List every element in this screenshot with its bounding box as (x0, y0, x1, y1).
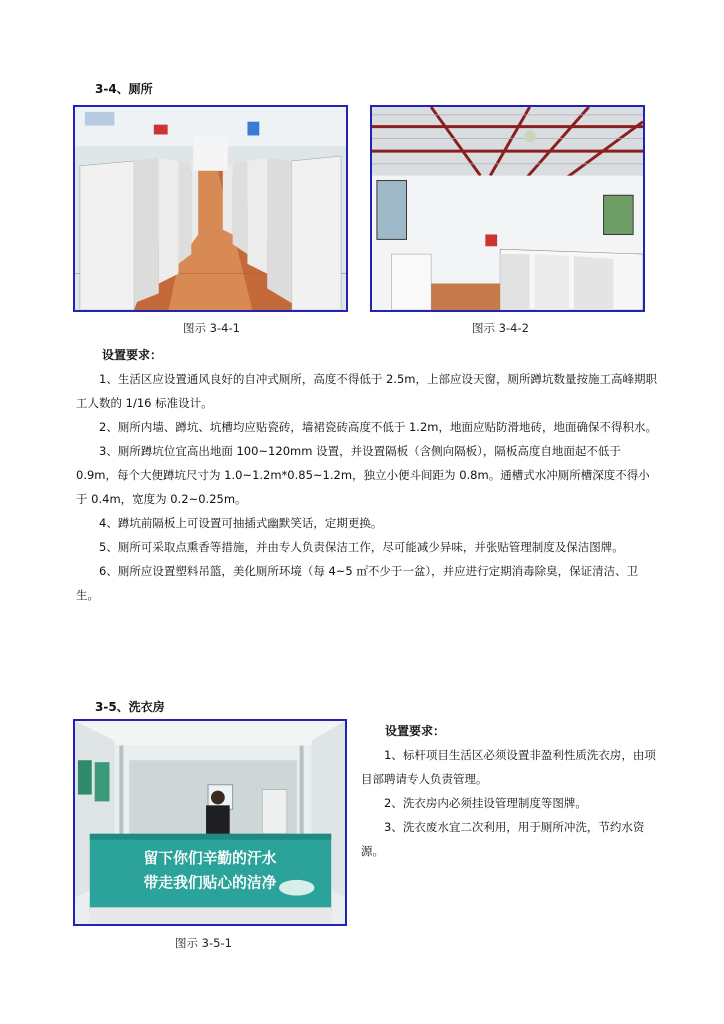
toilet-requirement-1: 1、生活区应设置通风良好的自冲式厕所，高度不得低于 2.5m，上部应设天窗，厕所蹲坑数量按施工高峰期职工人数的 1/16 标准设计。 (76, 372, 657, 410)
requirements-title-laundry: 设置要求： (385, 724, 446, 738)
toilet-requirement-4: 4、蹲坑前隔板上可设置可抽插式幽默笑话，定期更换。 (99, 516, 383, 530)
toilet-requirement-3: 3、厕所蹲坑位宜高出地面 100~120mm 设置，并设置隔板（含侧向隔板），隔板高度自地面起不低于 0.9m，每个大便蹲坑尺寸为 1.0~1.2m*0.85~1.2m，独立小便斗间距为 0.8m。通槽式水冲厕所槽深度不得小于 0.4m，宽度为 0.2~0.25m。 (76, 444, 650, 506)
laundry-requirements-body (361, 743, 658, 863)
requirements-title-toilet: 设置要求： (102, 348, 163, 362)
toilet-interior-roof-photo (370, 105, 645, 312)
laundry-requirement-3: 3、洗衣废水宜二次利用，用于厕所冲洗，节约水资源。 (361, 820, 645, 858)
banner-text-line-2: 带走我们贴心的洁净 (143, 875, 277, 892)
laundry-room-photo (73, 719, 347, 926)
toilet-requirement-6: 6、厕所应设置塑料吊篮，美化厕所环境（每 4~5 ㎡不少于一盆），并应进行定期消毒除臭，保证清洁、卫生。 (76, 564, 639, 602)
caption-3-4-1: 图示 3-4-1 (183, 321, 240, 335)
toilet-requirement-5: 5、厕所可采取点熏香等措施，并由专人负责保洁工作，尽可能减少异味，并张贴管理制度及保洁图牌。 (99, 540, 624, 554)
caption-3-5-1: 图示 3-5-1 (175, 936, 232, 950)
section-heading-toilet: 3-4、厕所 (95, 82, 153, 96)
toilet-requirement-2: 2、厕所内墙、蹲坑、坑槽均应贴瓷砖，墙裙瓷砖高度不低于 1.2m，地面应贴防滑地砖，地面确保不得积水。 (99, 420, 657, 434)
laundry-requirement-1: 1、标杆项目生活区必须设置非盈利性质洗衣房，由项目部聘请专人负责管理。 (361, 748, 656, 786)
laundry-requirement-2: 2、洗衣房内必须挂设管理制度等图牌。 (384, 796, 587, 810)
toilet-requirements-body (76, 367, 658, 607)
banner-text-line-1: 留下你们辛勤的汗水 (143, 851, 277, 868)
section-heading-laundry: 3-5、洗衣房 (95, 700, 165, 714)
caption-3-4-2: 图示 3-4-2 (472, 321, 529, 335)
toilet-corridor-photo (73, 105, 348, 312)
